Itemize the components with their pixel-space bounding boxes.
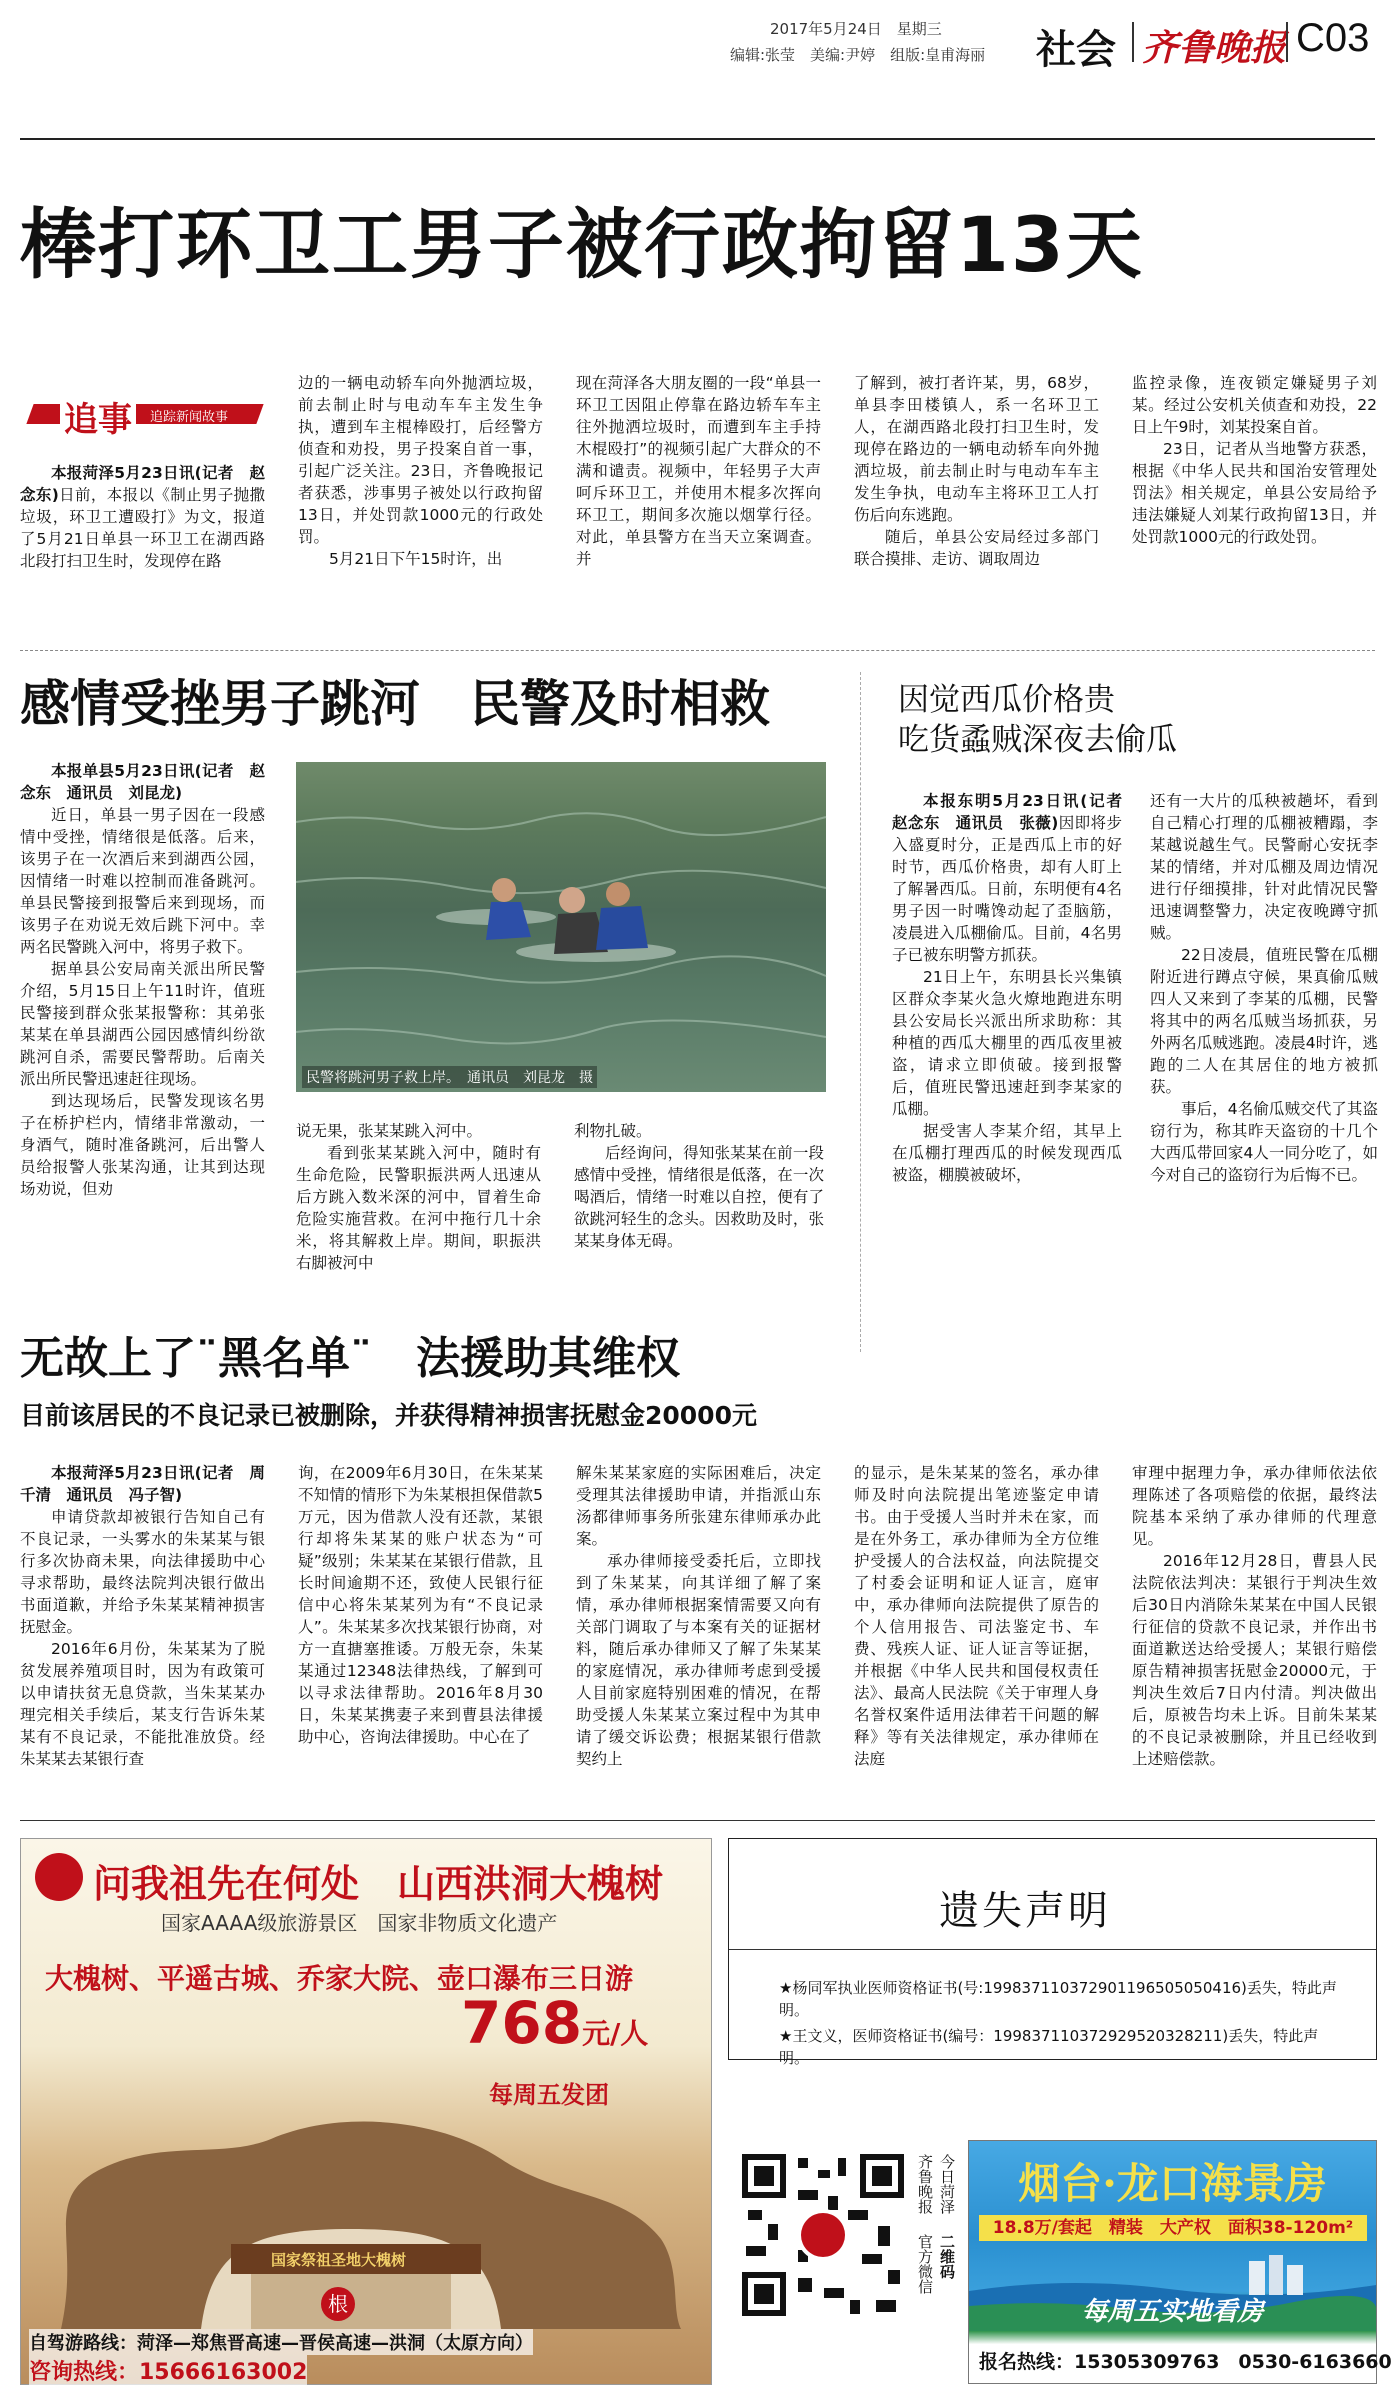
qr-code[interactable]: [738, 2150, 908, 2320]
yantai-ad-schedule: 每周五实地看房: [1081, 2297, 1264, 2327]
article1-headline: 棒打环卫工男子被行政拘留13天: [20, 200, 1144, 289]
qr-code-graphic: [738, 2150, 908, 2320]
article2-col2: 说无果，张某某跳入河中。 看到张某某跳入河中，随时有生命危险，民警职振洪两人迅速从后方跳入数米深的河中，冒着生命危险实施营救。在河中拖行几十余米，将其解救上岸。期间，职振洪右脚被河中: [296, 1122, 541, 1272]
article4-subhead: 目前该居民的不良记录已被删除，并获得精神损害抚慰金20000元: [20, 1401, 757, 1430]
qr-label-4: 二维码: [938, 2234, 956, 2279]
article3-col2: 还有一大片的瓜秧被趟坏，看到自己精心打理的瓜棚被糟蹋，李某越说越生气。民警耐心安抚李某的情绪，并对瓜棚及周边情况进行仔细摸排，针对此情况民警迅速调整警力，决定夜晚蹲守抓贼。 22日凌晨，值班民警在瓜棚附近进行蹲点守候，果真偷瓜贼四人又来到了李某的瓜棚，民警将其中的两名瓜贼当场抓获，另外两名瓜贼逃跑。凌晨4时许，逃跑的二人在其居住的地方被抓获。 事后，4名偷瓜贼交代了其盗窃行为，称其昨天盗窃的十几个大西瓜带回家4人一同分吃了，如今对自己的盗窃行为后悔不已。: [1150, 792, 1378, 1184]
article1-col3: 现在菏泽各大朋友圈的一段“单县一环卫工因阻止停靠在路边轿车车主往外抛洒垃圾时，而遭到车主手持木棍殴打”的视频引起广大群众的不满和谴责。视频中，年轻男子大声呵斥环卫工，并使用木棍多次挥向环卫工，期间多次施以烟掌行径。对此，单县警方在当天立案调查。并: [576, 374, 821, 568]
section-name: 社会: [1036, 27, 1116, 73]
qr-label-3: 官方微信: [916, 2234, 934, 2294]
yantai-ad-title: 烟台·龙口海景房: [1018, 2159, 1327, 2208]
shanxi-ad-route: 大槐树、平遥古城、乔家大院、壶口瀑布三日游: [45, 1962, 634, 1995]
tree-gate-graphic: [21, 2079, 711, 2329]
story-tag-sub: 追踪新闻故事: [150, 410, 229, 425]
river-water-graphic: [296, 762, 826, 1092]
lost-notice: [728, 1838, 1377, 2067]
photo-caption: 民警将跳河男子救上岸。 通讯员 刘昆龙 摄: [302, 1066, 597, 1088]
article1-lead: 本报菏泽5月23日讯(记者 赵念东): [20, 464, 265, 504]
qr-label-2: 今日菏泽: [938, 2154, 956, 2214]
shanxi-ad-drive-route: 自驾游路线：菏泽—郑焦晋高速—晋侯高速—洪洞（太原方向）: [29, 2329, 533, 2355]
article3-lead: 本报东明5月23日讯(记者 赵念东 通讯员 张薇): [892, 792, 1138, 832]
article4-col5: 审理中据理力争，承办律师依法依理陈述了各项赔偿的依据，最终法院基本采纳了承办律师的代理意见。 2016年12月28日，曹县人民法院依法判决：某银行于判决生效后30日内消除朱某某在中国人民银行征信的贷款不良记录，并作出书面道歉送达给受援人；某银行赔偿原告精神损害抚慰金20000元，于判决生效后7日内付清。判决做出后，原被告均未上诉。目前朱某某的不良记录被删除，并且已经收到上述赔偿款。: [1132, 1464, 1377, 1768]
shanxi-tour-ad[interactable]: [20, 1838, 712, 2385]
qr-label-1: 齐鲁晚报: [916, 2154, 934, 2214]
article3-headline-line1: 因觉西瓜价格贵: [898, 682, 1115, 718]
article2-col3: 利物扎破。 后经询问，得知张某某在前一段感情中受挫，情绪很是低落，在一次喝酒后，情绪一时难以自控，便有了欲跳河轻生的念头。因救助及时，张某某身体无碍。: [574, 1122, 824, 1250]
staff-line: 编辑:张莹 美编:尹婷 组版:皇甫海丽: [730, 46, 986, 64]
article2-col1: 本报单县5月23日讯(记者 赵念东 通讯员 刘昆龙) 近日，单县一男子因在一段感情中受挫，情绪很是低落。后来，该男子在一次酒后来到湖西公园，因情绪一时难以控制而准备跳河。单县民警接到报警后来到现场，而该男子在劝说无效后跳下河中。幸两名民警跳入河中，将男子救下。 据单县公安局南关派出所民警介绍，5月15日上午11时许，值班民警接到群众张某报警称：其弟张某某在单县湖西公园因感情纠纷欲跳河自杀，需要民警帮助。后南关派出所民警迅速赶往现场。 到达现场后，民警发现该名男子在桥护栏内，情绪非常激动，一身酒气，随时准备跳河，后出警人员给报警人张某沟通，让其到达现场劝说，但劝: [20, 762, 265, 1198]
shanxi-ad-subtitle: 国家AAAA级旅游景区 国家非物质文化遗产: [161, 1911, 558, 1935]
article4-col2: 询，在2009年6月30日，在朱某某不知情的情形下为朱某根担保借款5万元，因为借款人没有还款，某银行却将朱某某的账户状态为“可疑”级别；朱某某在某银行借款，且长时间逾期不还，致使人民银行征信中心将朱某某列为有“不良记录人”。朱某某多次找某银行协商，对方一直搪塞推诿。万般无奈，朱某某通过12348法律热线，了解到可以寻求法律帮助。2016年8月30日，朱某某携妻子来到曹县法律援助中心，咨询法律援助。中心在了: [298, 1464, 543, 1746]
page-header: [0, 0, 1395, 80]
price-value: 768: [461, 1989, 583, 2057]
article3-headline: [898, 680, 1177, 760]
article3-headline-line2: 吃货蟊贼深夜去偷瓜: [898, 722, 1177, 758]
story-tag-label: 追事: [60, 392, 136, 441]
article3-col1: 本报东明5月23日讯(记者 赵念东 通讯员 张薇)因即将步入盛夏时分，正是西瓜上市的好时节，西瓜价格贵，却有人盯上了解暑西瓜。日前，东明便有4名男子因一时嘴馋动起了歪脑筋，凌晨进入瓜棚偷瓜。目前，4名男子已被东明警方抓获。 21日上午，东明县长兴集镇区群众李某火急火燎地跑进东明县公安局长兴派出所求助称：其种植的西瓜大棚里的西瓜夜里被盗，请求立即侦破。接到报警后，值班民警迅速赶到李某家的瓜棚。 据受害人李某介绍，其早上在瓜棚打理西瓜的时候发现西瓜被盗，棚膜被破坏，: [892, 792, 1138, 1184]
gate-plaque: 国家祭祖圣地大槐树: [271, 2251, 407, 2269]
river-rescue-photo: [296, 762, 826, 1092]
article2-lead: 本报单县5月23日讯(记者 赵念东 通讯员 刘昆龙): [20, 762, 265, 802]
article4-col3: 解朱某某家庭的实际困难后，决定受理其法律援助申请，并指派山东汤都律师事务所张建东律师承办此案。 承办律师接受委托后，立即找到了朱某某，向其详细了解了案情，承办律师根据案情需要又向有关部门调取了与本案有关的证据材料，随后承办律师又了解了朱某某的家庭情况，承办律师考虑到受援人目前家庭特别困难的情况，在帮助受援人朱某某立案过程中为其申请了缓交诉讼费；根据某银行借款契约上: [576, 1464, 821, 1768]
article4-headline: 无故上了¨黑名单¨ 法援助其维权: [20, 1333, 680, 1384]
article1-col5: 监控录像，连夜锁定嫌疑男子刘某。经过公安机关侦查和劝投，22日上午9时，刘某投案自首。 23日，记者从当地警方获悉，根据《中华人民共和国治安管理处罚法》相关规定，单县公安局给予违法嫌疑人刘某行政拘留13日，并处罚款1000元的行政处罚。: [1132, 374, 1377, 546]
shanxi-ad-schedule: 每周五发团: [489, 2081, 609, 2109]
story-tag: [30, 392, 260, 438]
shanxi-ad-title: 问我祖先在何处 山西洪洞大槐树: [93, 1862, 664, 1906]
notice-item-1: ★杨同军执业医师资格证书(号:199837110372901196505050416)丢失，特此声明。: [779, 1979, 1337, 2019]
rescuer-figures: [486, 878, 648, 954]
price-unit: 元/人: [582, 2017, 649, 2050]
article4-col4: 的显示，是朱某某的签名，承办律师及时向法院提出笔迹鉴定申请书。由于受援人当时并未在家，而是在外务工，承办律师为全方位维护受援人的合法权益，向法院提交了村委会证明和证人证言，庭审中，承办律师向法院提供了原告的个人信用报告、司法鉴定书、车费、残疾人证、证人证言等证据，并根据《中华人民共和国侵权责任法》、最高人民法院《关于审理人身名誉权案件适用法律若干问题的解释》等有关法律规定，承办律师在法庭: [854, 1464, 1099, 1768]
qr-labels: [916, 2154, 976, 2324]
notice-title: 遗失声明: [939, 1888, 1111, 1934]
yantai-house-ad[interactable]: [968, 2140, 1392, 2384]
article4-lead: 本报菏泽5月23日讯(记者 周千清 通讯员 冯子智): [20, 1464, 265, 1504]
article1-col2: 边的一辆电动轿车向外抛洒垃圾，前去制止时与电动车车主发生争执，遭到车主棍棒殴打，后经警方侦查和劝投，男子投案自首一事，引起广泛关注。23日，齐鲁晚报记者获悉，涉事男子被处以行政拘留13日，并处罚款1000元的行政处罚。 5月21日下午15时许，出: [298, 374, 543, 568]
date-line: 2017年5月24日 星期三: [770, 20, 942, 38]
article1-col1: 本报菏泽5月23日讯(记者 赵念东)日前，本报以《制止男子抛撒垃圾，环卫工遭殴打》为文，报道了5月21日单县一环卫工在湖西路北段打扫卫生时，发现停在路: [20, 464, 265, 570]
brand-logo: 齐鲁晚报: [1142, 27, 1287, 69]
yantai-ad-features: 18.8万/套起 精装 大产权 面积38-120m²: [979, 2215, 1367, 2241]
article2-headline: 感情受挫男子跳河 民警及时相救: [20, 675, 770, 733]
ad-logo-icon: [35, 1853, 83, 1901]
page-number: C03: [1296, 16, 1370, 60]
seal-mark: 根: [321, 2287, 355, 2321]
shanxi-ad-hotline: 咨询热线：15666163002: [29, 2355, 307, 2386]
notice-item-2: ★王文义，医师资格证书(编号：199837110372929520328211)丢失，特此声明。: [779, 2027, 1319, 2067]
article1-col4: 了解到，被打者许某，男，68岁，单县李田楼镇人，系一名环卫工人，在湖西路北段打扫卫生时，发现停在路边的一辆电动轿车向外抛洒垃圾，前去制止时与电动车车主发生争执，电动车主将环卫工人打伤后向东逃跑。 随后，单县公安局经过多部门联合摸排、走访、调取周边: [854, 374, 1099, 568]
yantai-ad-hotline: 报名热线：15305309763 0530-6163660: [979, 2351, 1392, 2373]
shanxi-ad-price: [461, 1989, 648, 2057]
article4-col1: 本报菏泽5月23日讯(记者 周千清 通讯员 冯子智) 申请贷款却被银行告知自己有不良记录，一头雾水的朱某某与银行多次协商未果，向法律援助中心寻求帮助，最终法院判决银行做出书面道歉，并给予朱某某精神损害抚慰金。 2016年6月份，朱某某为了脱贫发展养殖项目时，因为有政策可以申请扶贫无息贷款，当朱某某办理完相关手续后，某支行告诉朱某某有不良记录，不能批准放贷。经朱某某去某银行查: [20, 1464, 265, 1768]
